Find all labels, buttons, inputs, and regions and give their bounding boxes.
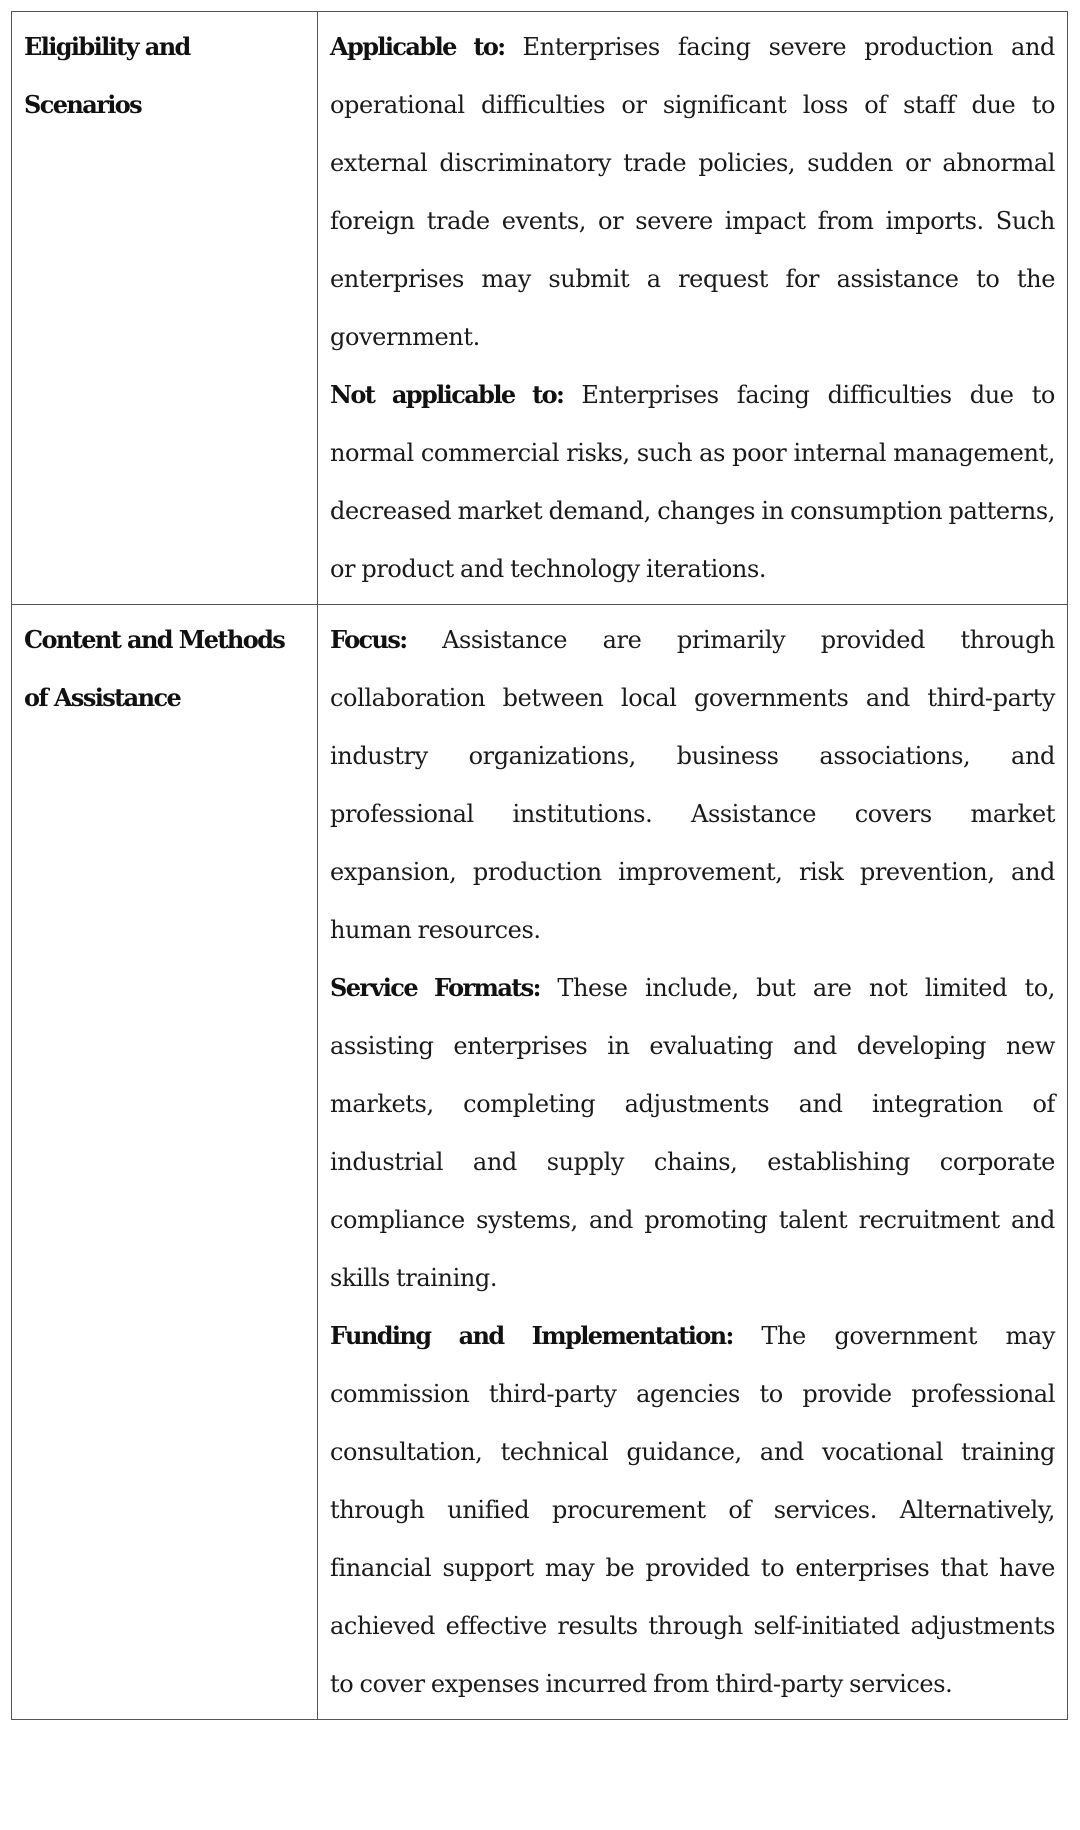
paragraph-lead: Service Formats:	[330, 973, 540, 1002]
paragraph-lead: Focus:	[330, 625, 407, 654]
row-label-content-methods: Content and Methods of Assistance	[24, 625, 285, 712]
paragraph-text: Enterprises facing severe production and operational difficulties or significant loss of staff due to external discriminatory trade policies, sudden or abnormal foreign trade events, or severe impact from imports. Such enterprises may submit a request for assistance to the government.	[330, 33, 1055, 351]
paragraph-focus	[330, 611, 1055, 959]
paragraph-lead: Funding and Implementation:	[330, 1321, 733, 1350]
row-content-cell	[318, 605, 1068, 1720]
row-content-cell	[318, 12, 1068, 605]
paragraph-text: These include, but are not limited to, assisting enterprises in evaluating and developing new markets, completing adjustments and integration of industrial and supply chains, establishing corporate compliance systems, and promoting talent recruitment and skills training.	[330, 974, 1055, 1292]
paragraph-lead: Applicable to:	[330, 32, 505, 61]
paragraph-applicable-to	[330, 18, 1055, 366]
paragraph-funding-implementation	[330, 1307, 1055, 1713]
row-label-cell	[12, 605, 318, 1720]
table-row-eligibility	[12, 12, 1068, 605]
paragraph-not-applicable-to	[330, 366, 1055, 598]
paragraph-text: Enterprises facing difficulties due to normal commercial risks, such as poor internal management, decreased market demand, changes in consumption patterns, or product and technology iterations.	[330, 381, 1055, 583]
assistance-policy-table	[11, 11, 1068, 1720]
paragraph-service-formats	[330, 959, 1055, 1307]
paragraph-text: The government may commission third-party agencies to provide professional consultation, technical guidance, and vocational training through unified procurement of services. Alternatively, financial support may be provided to enterprises that have achieved effective results through self-initiated adjustments to cover expenses incurred from third-party services.	[330, 1322, 1055, 1698]
row-label-eligibility: Eligibility and Scenarios	[24, 32, 190, 119]
paragraph-text: Assistance are primarily provided through collaboration between local governments and third-party industry organizations, business associations, and professional institutions. Assistance covers market expansion, production improvement, risk prevention, and human resources.	[330, 626, 1055, 944]
table-row-content-methods	[12, 605, 1068, 1720]
paragraph-lead: Not applicable to:	[330, 380, 564, 409]
row-label-cell	[12, 12, 318, 605]
